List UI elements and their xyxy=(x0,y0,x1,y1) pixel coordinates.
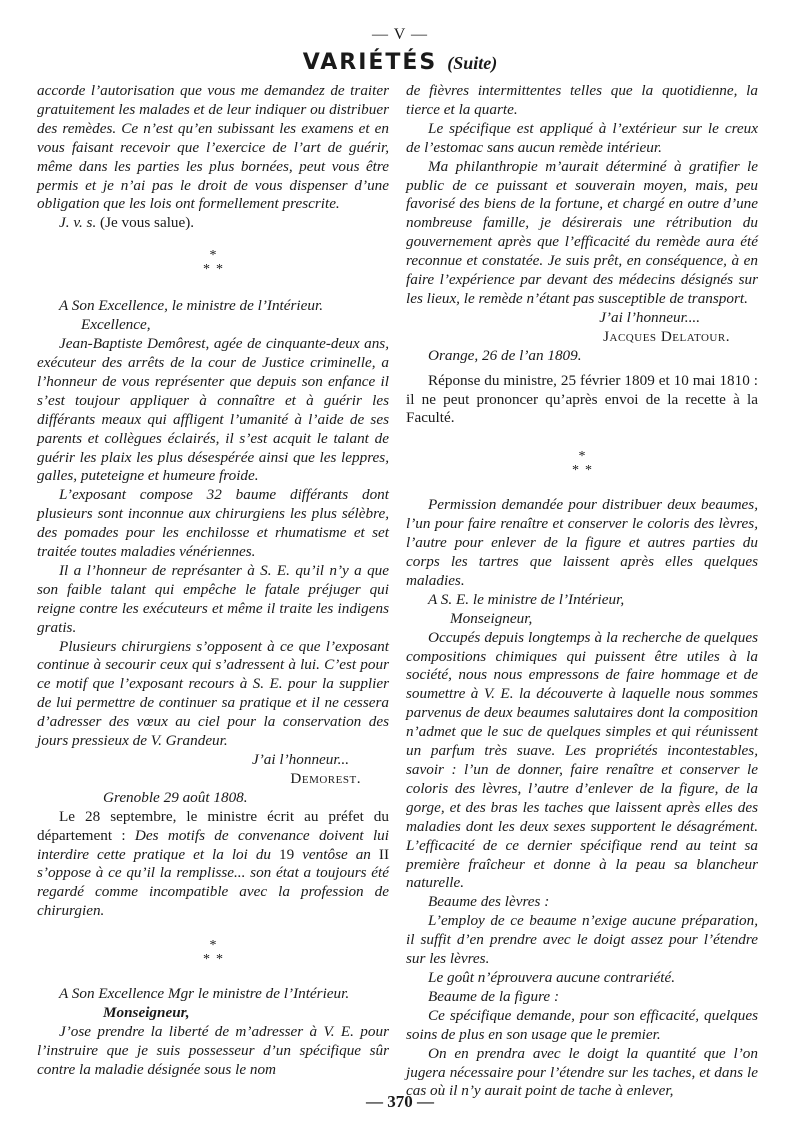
abbreviation: J. v. s. xyxy=(59,214,97,232)
text-run: Le 28 septembre, le ministre écrit au préfet du département : xyxy=(37,807,389,844)
letter-address: A Son Excellence Mgr le ministre de l’Intérieur. xyxy=(59,985,350,1003)
right-column xyxy=(406,82,758,1101)
text-run: 19 xyxy=(279,845,295,863)
section-mark: — V — xyxy=(372,26,428,43)
signature-name: Demorest. xyxy=(290,769,361,787)
page-title xyxy=(0,50,800,75)
asterism-bottom: ** xyxy=(203,952,229,968)
minister-reply: Réponse du ministre, 25 février 1809 et 10 mai 1810 : il ne peut prononcer qu’après envoi de la recette à la Faculté. xyxy=(406,371,758,427)
text-run: II xyxy=(378,845,390,863)
paragraph: J’ose prendre la liberté de m’adresser à V. E. pour l’instruire que je suis possesseur d’un spécifique sûr contre la maladie désignée sous le nom xyxy=(37,1022,389,1078)
paragraph: Plusieurs chirurgiens s’opposent à ce que l’exposant continue à secourir ceux qui s’adressent à lui. C’est pour ce motif que l’exposant recours à S. E. pour la supplier de lui permettre de continuer sa pratique et il ne cessera d’adresser des vœux au ciel pour la conservation des jours pressieux de V. Grandeur. xyxy=(37,637,389,750)
asterism-top: * xyxy=(209,938,217,954)
left-column xyxy=(37,82,389,1080)
letter-date: Grenoble 29 août 1808. xyxy=(103,788,248,806)
signature-name: Jacques Delatour. xyxy=(603,327,730,345)
asterism-top: * xyxy=(578,449,586,465)
letter-address: A S. E. le ministre de l’Intérieur, xyxy=(428,590,625,608)
paragraph: accorde l’autorisation que vous me demandez de traiter gratuitement les malades et de leur indiquer ou distribuer des remèdes. Ce n’est qu’en subissant les examens et en vous faisant recevoir que l’exercice de l’art de guérir, même dans les parties les plus bornées, peut vous être permis et je n’ai pas le droit de vous dispenser d’une obligation que les lois ont formellement prescrite. xyxy=(37,82,389,213)
paragraph: Permission demandée pour distribuer deux beaumes, l’un pour faire renaître et conserver le coloris des lèvres, l’autre pour enlever de la figure et autres parties du corps les tartres que laissent après elles quelques maladies. xyxy=(406,496,758,589)
asterism-bottom: ** xyxy=(572,463,598,479)
gloss: (Je vous salue). xyxy=(100,214,195,232)
paragraph: Ce spécifique demande, pour son efficacité, quelques soins de plus en son usage que le premier. xyxy=(406,1006,758,1043)
title-main: VARIÉTÉS xyxy=(302,50,438,75)
letter-closing: J’ai l’honneur... xyxy=(251,751,349,768)
text-run: Des motifs de convenance doivent lui interdire cette pratique et la loi du xyxy=(37,826,389,863)
paragraph: Le goût n’éprouvera aucune contrariété. xyxy=(428,968,676,986)
letter-signature xyxy=(37,770,389,789)
page-number: — 370 — xyxy=(366,1092,434,1111)
section-separator xyxy=(37,939,389,967)
paragraph: Ma philanthropie m’aurait déterminé à gratifier le public de ce puissant et souverain moyen, mais, peu favorisé des biens de la fortune, et chargé en outre d’une nombreuse famille, je désirerais une rétribution du gouvernement après que l’efficacité du remède aura été reconnue et constatée. Je suis prêt, en conséquence, à en faire l’expérience par devant des médecins désignés sur les lieux, le remède n’étant pas susceptible de transport. xyxy=(406,157,758,307)
paragraph: Il a l’honneur de représanter à S. E. qu’il n’y a que son faible talant qui empêche le fatale préjuger qui reigne contre les exécuteurs et même il traite les indigens gratis. xyxy=(37,561,389,636)
letter-address: A Son Excellence, le ministre de l’Intérieur. xyxy=(59,297,324,315)
letter-date: Orange, 26 de l’an 1809. xyxy=(428,346,582,364)
letter-closing: J’ai l’honneur.... xyxy=(599,308,700,326)
letter-salutation: Excellence, xyxy=(81,316,151,334)
paragraph: L’employ de ce beaume n’exige aucune préparation, il suffit d’en prendre avec le doigt assez pour l’étendre sur les lèvres. xyxy=(406,912,758,968)
title-subtitle: (Suite) xyxy=(447,53,498,73)
paragraph: L’exposant compose 32 baume différants dont plusieurs sont inconnue aux chirurgiens les plus sélèbre, des pomades pour les enchilosse et rhumatisme et set traitée toutes maladies vénériennes. xyxy=(37,486,389,561)
text-run: ventôse an xyxy=(302,845,371,863)
paragraph xyxy=(37,214,389,233)
letter-signature xyxy=(406,328,758,347)
letter-salutation: Monseigneur, xyxy=(450,609,533,627)
text-run: s’oppose à ce qu’il la remplisse... son état a toujours été regardé comme incompatible avec la profession de chirurgien. xyxy=(37,864,389,920)
asterism-top: * xyxy=(209,248,217,264)
section-separator xyxy=(37,249,389,277)
paragraph: Occupés depuis longtemps à la recherche de quelques compositions chimiques qui puissent être utiles à la société, nous nous empressons de faire hommage et de soumettre à V. E. la découverte à laquelle nous sommes parvenus de deux beaumes salutaires dont la composition n’admet que le suc de quelques simples et qui réunissent un parfum très suave. Les propriétés incontestables, savoir : l’un de donner, faire renaître et conserver le coloris des lèvres, l’autre d’enlever de la figure, de la gorge, et des bras les taches que laissent après elles des maladies dont les deux sexes supportent le désagrément. L’efficacité de ce dernier spécifique rend au teint sa première fraîcheur et donne à la peau sa blancheur naturelle. xyxy=(406,628,758,892)
paragraph: Le spécifique est appliqué à l’extérieur sur le creux de l’estomac sans aucun remède intérieur. xyxy=(406,119,758,156)
paragraph: On en prendra avec le doigt la quantité que l’on jugera nécessaire pour l’étendre sur les taches, et dans le cas où il n’y aurait point de tache à enlever, xyxy=(406,1044,758,1100)
letter-salutation: Monseigneur, xyxy=(103,1004,190,1022)
paragraph: de fièvres intermittentes telles que la quotidienne, la tierce et la quarte. xyxy=(406,82,758,118)
section-separator xyxy=(406,450,758,478)
asterism-bottom: ** xyxy=(203,262,229,278)
paragraph xyxy=(37,808,389,921)
subheading: Beaume des lèvres : xyxy=(428,893,550,911)
subheading: Beaume de la figure : xyxy=(428,987,560,1005)
paragraph: Jean-Baptiste Demôrest, agée de cinquante-deux ans, exécuteur des arrêts de la cour de Justice criminelle, a l’honneur de vous représenter que depuis son enfance il s’est toujour appliquer à connaître et à guérir les différants meaux qui affligent l’umanité à l’aide de ses parents et collègues éclairés, il s’est acquit le talant de guérir les plaix les plus désespérée ainsi que les leppres, galles, puteteigne et humeure froide. xyxy=(37,335,389,485)
